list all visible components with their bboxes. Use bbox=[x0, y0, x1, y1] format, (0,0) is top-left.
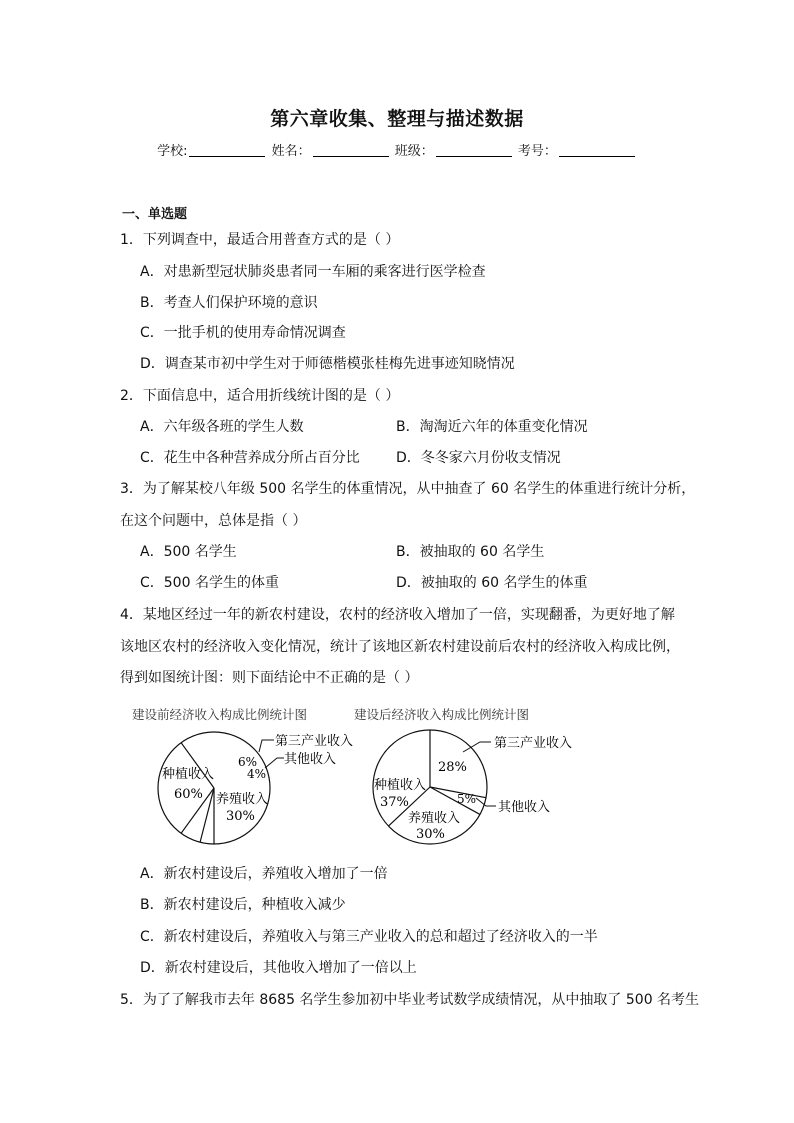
question-3-stem-line-1: 3．为了解某校八年级 500 名学生的体重情况，从中抽查了 60 名学生的体重进行统计分析， bbox=[120, 481, 696, 497]
question-2-option-c[interactable]: C．花生中各种营养成分所占百分比 bbox=[140, 450, 360, 466]
chart-1-slice-value-planting: 60% bbox=[174, 787, 203, 802]
question-4-option-b[interactable]: B．新农村建设后，种植收入减少 bbox=[140, 897, 346, 913]
chart-1-slice-value-other: 4% bbox=[247, 767, 267, 781]
name-label: 姓名： bbox=[271, 144, 311, 159]
question-2-stem: 2．下面信息中，适合用折线统计图的是（ ） bbox=[120, 388, 400, 404]
question-2-option-a[interactable]: A．六年级各班的学生人数 bbox=[140, 419, 304, 435]
question-1-option-b[interactable]: B．考查人们保护环境的意识 bbox=[140, 295, 318, 311]
question-1-option-c[interactable]: C．一批手机的使用寿命情况调查 bbox=[140, 325, 346, 341]
name-blank[interactable] bbox=[313, 144, 389, 157]
question-4-option-a[interactable]: A．新农村建设后，养殖收入增加了一倍 bbox=[140, 866, 388, 882]
question-4-option-d[interactable]: D．新农村建设后，其他收入增加了一倍以上 bbox=[140, 960, 417, 976]
exam-no-label: 考号： bbox=[517, 144, 557, 159]
question-3-option-b[interactable]: B．被抽取的 60 名学生 bbox=[396, 544, 545, 560]
chart-2-callout-tertiary: 第三产业收入 bbox=[494, 736, 573, 751]
chart-1-slice-label-planting: 种植收入 bbox=[162, 767, 215, 782]
chart-1-slice-label-breeding: 养殖收入 bbox=[216, 792, 269, 807]
question-4-stem-line-2: 该地区农村的经济收入变化情况，统计了该地区新农村建设前后农村的经济收入构成比例， bbox=[120, 639, 680, 655]
question-4-stem-line-1: 4．某地区经过一年的新农村建设，农村的经济收入增加了一倍，实现翻番，为更好地了解 bbox=[120, 607, 675, 623]
chart-2-callout-other: 其他收入 bbox=[498, 800, 551, 815]
chart-1-leader-other bbox=[265, 758, 284, 768]
question-3-option-d[interactable]: D．被抽取的 60 名学生的体重 bbox=[396, 575, 588, 591]
school-blank[interactable] bbox=[189, 144, 265, 157]
chart-1-slice-value-tertiary: 6% bbox=[238, 755, 258, 769]
question-5-stem: 5．为了了解我市去年 8685 名学生参加初中毕业考试数学成绩情况，从中抽取了 500 名考生 bbox=[120, 992, 700, 1008]
question-2-option-b[interactable]: B．淘淘近六年的体重变化情况 bbox=[396, 419, 588, 435]
question-4-option-c[interactable]: C．新农村建设后，养殖收入与第三产业收入的总和超过了经济收入的一半 bbox=[140, 929, 598, 945]
chart-2-slice-label-breeding: 养殖收入 bbox=[408, 811, 461, 826]
section-heading: 一、单选题 bbox=[122, 207, 188, 222]
class-label: 班级： bbox=[394, 144, 434, 159]
question-3-option-c[interactable]: C．500 名学生的体重 bbox=[140, 575, 279, 591]
chart-2-slice-label-planting: 种植收入 bbox=[374, 778, 427, 793]
question-1-stem: 1．下列调查中，最适合用普查方式的是（ ） bbox=[120, 232, 400, 248]
question-1-option-d[interactable]: D．调查某市初中学生对于师德楷模张桂梅先进事迹知晓情况 bbox=[140, 356, 515, 372]
question-1-option-a[interactable]: A．对患新型冠状肺炎患者同一车厢的乘客进行医学检查 bbox=[140, 264, 486, 280]
school-label: 学校: bbox=[157, 144, 188, 159]
chart-2-slice-value-tertiary: 28% bbox=[438, 760, 467, 775]
chart-2-slice-value-breeding: 30% bbox=[416, 827, 445, 842]
question-2-option-d[interactable]: D．冬冬家六月份收支情况 bbox=[396, 450, 561, 466]
student-info-row bbox=[0, 140, 794, 159]
chart-1-leader-tertiary bbox=[259, 740, 274, 752]
question-3-stem-line-2: 在这个问题中，总体是指（ ） bbox=[120, 513, 307, 529]
chart-1-callout-tertiary: 第三产业收入 bbox=[275, 734, 354, 749]
chart-2-slice-value-planting: 37% bbox=[380, 795, 409, 810]
page-title: 第六章收集、整理与描述数据 bbox=[270, 108, 524, 130]
question-4-stem-line-3: 得到如图统计图：则下面结论中不正确的是（ ） bbox=[120, 670, 419, 686]
class-blank[interactable] bbox=[436, 144, 512, 157]
chart-1-title: 建设前经济收入构成比例统计图 bbox=[132, 707, 308, 722]
chart-2-slice-value-other: 5% bbox=[457, 792, 477, 806]
question-3-option-a[interactable]: A．500 名学生 bbox=[140, 544, 237, 560]
chart-1-callout-other: 其他收入 bbox=[284, 752, 337, 767]
pie-charts-figure bbox=[120, 700, 580, 860]
chart-2-title: 建设后经济收入构成比例统计图 bbox=[354, 707, 530, 722]
exam-no-blank[interactable] bbox=[559, 144, 635, 157]
chart-1-slice-value-breeding: 30% bbox=[226, 809, 255, 824]
